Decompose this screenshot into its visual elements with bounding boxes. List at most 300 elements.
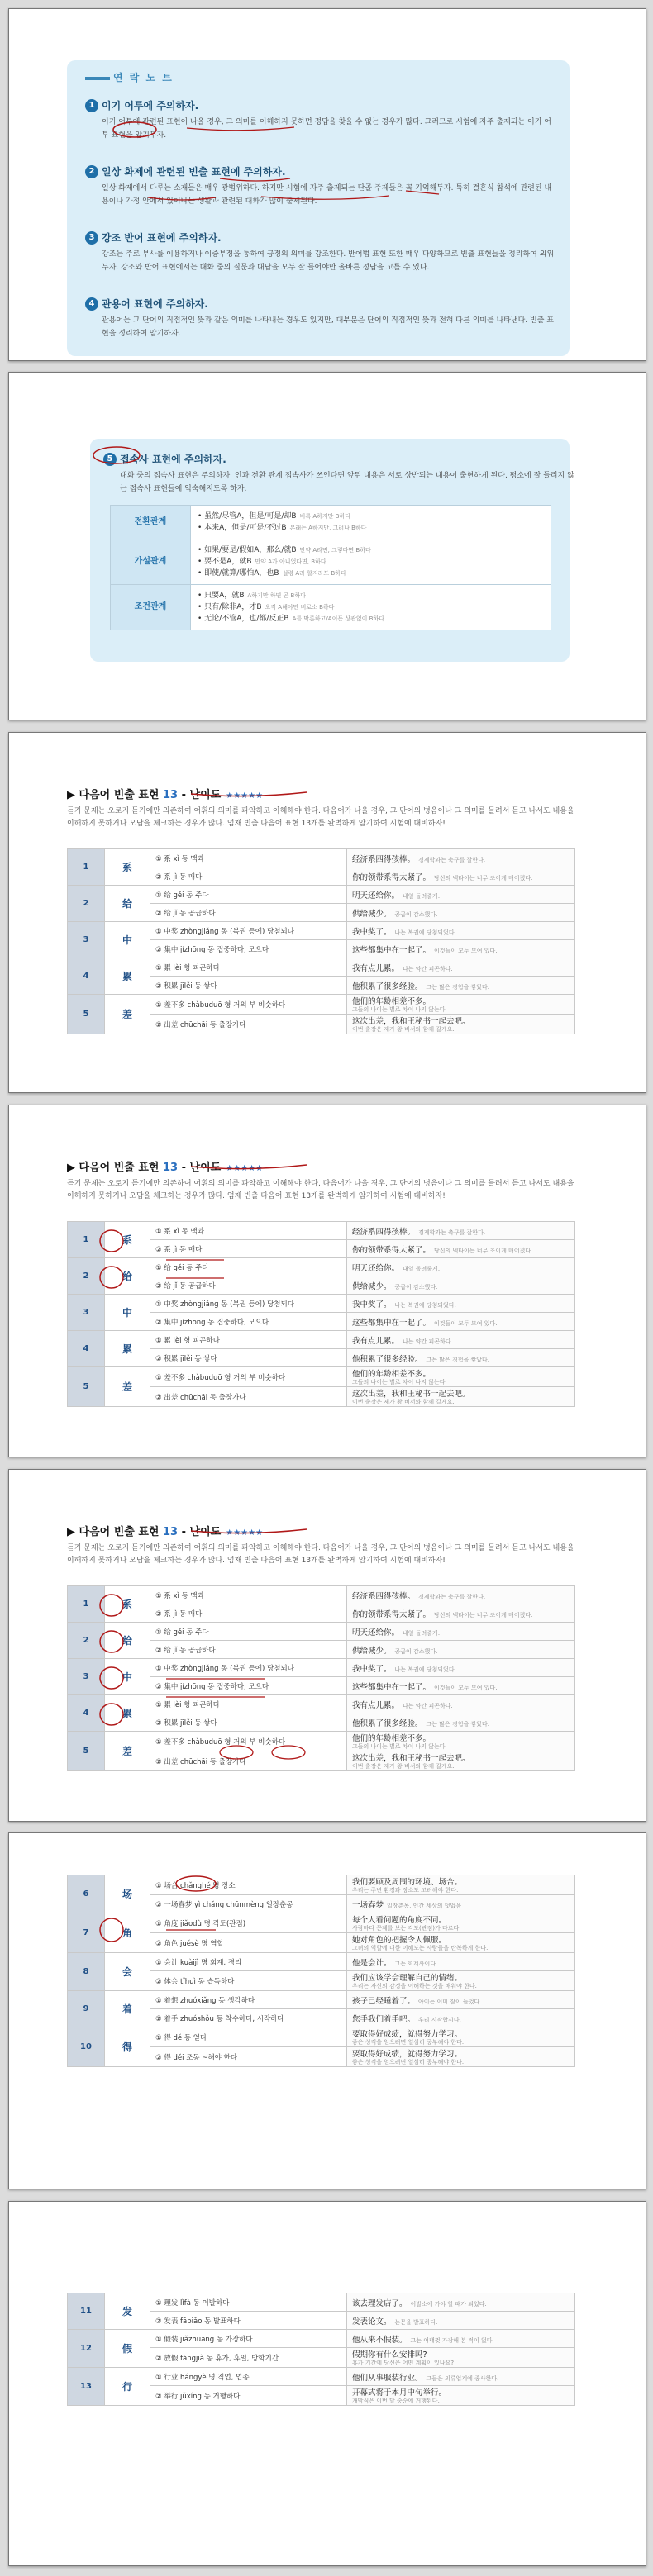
example-korean: 우리 시작합시다. <box>418 2016 461 2023</box>
table-row <box>68 2330 575 2348</box>
section-count: 13 <box>163 1526 179 1538</box>
word-entry: ② 出差 chūchāi 동 출장가다 <box>150 1015 347 1034</box>
example-korean: 내일 돌려줄게. <box>403 892 441 900</box>
row-number: 3 <box>68 1295 105 1331</box>
example-cell <box>347 995 575 1015</box>
gloss-text: 비록 A하지만 B하다 <box>299 513 350 520</box>
example-korean: 아이는 이미 잠이 들었다. <box>418 1998 482 2005</box>
example-korean: 그는 많은 경험을 쌓았다. <box>426 1720 490 1728</box>
example-cell <box>347 1659 575 1677</box>
page-1 <box>8 8 646 361</box>
word-entry: ② 得 děi 조동 ~해야 한다 <box>150 2047 347 2067</box>
example-chinese: 这次出差，我和王秘书一起去吧。 <box>352 1017 470 1026</box>
text: ▶ 다음어 빈출 표현 <box>67 1162 160 1174</box>
example-cell <box>347 1623 575 1641</box>
gloss-text: 본래는 A하지만, 그러나 B하다 <box>289 525 367 531</box>
word-entry: ① 系 xì 동 맥과 <box>150 1586 347 1604</box>
example-korean: 일장춘몽, 인간 세상의 덧없음 <box>387 1902 462 1909</box>
example-chinese: 明天还给你。 <box>352 891 400 901</box>
row-number: 5 <box>68 995 105 1034</box>
headword-char: 给 <box>105 1258 150 1295</box>
section-intro: 듣기 문제는 오로지 듣기에만 의존하여 어휘의 의미를 파악하고 이해해야 한다. 다음어가 나올 경우, 그 단어의 병음이나 그 의미를 들려서 듣고 나서도 내용을 이해하지 못하거나 오답을 체크하는 경우가 많다. 엄재 빈출 다음어 표현 13개를 완벽하게 암기하여 시험에 대비하자! <box>67 807 574 828</box>
example-cell <box>347 1713 575 1732</box>
row-number: 4 <box>85 297 98 311</box>
example-korean: 경제학과는 축구를 잘한다. <box>418 856 486 863</box>
memo-item-body: 관용어는 그 단어의 직접적인 뜻과 같은 의미를 나타내는 경우도 있지만, 대부분은 단어의 직접적인 뜻과 전혀 다른 의미를 나타낸다. 빈출 표현을 정리하여 암기하자. <box>102 316 554 338</box>
difficulty-stars: ★★★★★ <box>226 1528 264 1538</box>
example-korean: 공급이 감소했다. <box>394 910 438 918</box>
word-entry: ② 给 jǐ 동 공급하다 <box>150 1276 347 1295</box>
word-entry: ① 给 gěi 동 주다 <box>150 886 347 904</box>
word-entry: ① 场合 chǎnghé 명 장소 <box>150 1875 347 1895</box>
row-number: 1 <box>68 849 105 886</box>
page-3 <box>8 732 646 1093</box>
memo-item-title: 관용어 표현에 주의하자. <box>102 298 208 310</box>
word-entry: ② 集中 jízhōng 동 집중하다, 모으다 <box>150 1677 347 1695</box>
example-korean: 나는 복권에 당첨되었다. <box>394 929 456 936</box>
word-entry: ② 着手 zhuóshǒu 동 착수하다, 시작하다 <box>150 2009 347 2027</box>
headword-char: 累 <box>105 1331 150 1367</box>
table-row <box>68 958 575 977</box>
section-intro: 듣기 문제는 오로지 듣기에만 의존하여 어휘의 의미를 파악하고 이해해야 한다. 다음어가 나올 경우, 그 단어의 병음이나 그 의미를 들려서 듣고 나서도 내용을 이해하지 못하거나 오답을 체크하는 경우가 많다. 엄재 빈출 다음어 표현 13개를 완벽하게 암기하여 시험에 대비하자! <box>67 1544 574 1565</box>
word-entry: ① 中奖 zhòngjiǎng 동 (복권 등에) 당첨되다 <box>150 1295 347 1313</box>
word-entry: ① 系 xì 동 맥과 <box>150 1222 347 1240</box>
headword-char: 中 <box>105 1295 150 1331</box>
example-korean: 좋은 성적을 얻으려면 열심히 공부해야 한다. <box>352 2039 465 2046</box>
text: - 난이도 <box>181 789 222 801</box>
word-entry: ② 给 jǐ 동 공급하다 <box>150 1641 347 1659</box>
text: • 只有/除非A，才B <box>198 603 262 611</box>
example-chinese: 他是会计。 <box>352 1958 392 1968</box>
word-entry: ① 系 xì 동 맥과 <box>150 849 347 867</box>
row-number: 5 <box>68 1367 105 1407</box>
table-row <box>68 2293 575 2312</box>
word-entry: ② 出差 chūchāi 동 출장가다 <box>150 1751 347 1771</box>
row-number: 2 <box>68 886 105 922</box>
example-korean: 내일 돌려줄게. <box>403 1265 441 1272</box>
section-count: 13 <box>163 1162 179 1174</box>
word-entry: ② 出差 chūchāi 동 출장가다 <box>150 1387 347 1407</box>
headword-char: 差 <box>105 1367 150 1407</box>
word-table <box>67 2293 575 2406</box>
example-chinese: 这次出差，我和王秘书一起去吧。 <box>352 1754 470 1763</box>
word-entry: ② 积累 jīlěi 동 쌓다 <box>150 1349 347 1367</box>
page-4 <box>8 1105 646 1457</box>
example-korean: 나는 약간 피곤하다. <box>403 1702 453 1709</box>
gloss-text: A를 막론하고/A이든 상관없이 B하다 <box>292 615 384 622</box>
example-chinese: 这次出差，我和王秘书一起去吧。 <box>352 1390 470 1399</box>
headword-char: 发 <box>105 2293 150 2330</box>
text: • 虽然/尽管A，但是/可是/却B <box>198 512 297 520</box>
text: ▶ 다음어 빈출 표현 <box>67 789 160 801</box>
difficulty-stars: ★★★★★ <box>226 1164 264 1173</box>
example-cell <box>347 2293 575 2312</box>
word-entry: ② 发表 fābiǎo 동 발표하다 <box>150 2312 347 2330</box>
example-korean: 그들의 나이는 별로 차이 나지 않는다. <box>352 1743 447 1750</box>
example-chinese: 我们要顾及周围的环境、场合。 <box>352 1878 463 1887</box>
table-row <box>68 1258 575 1276</box>
word-entry: ① 累 lèi 형 피곤하다 <box>150 1695 347 1713</box>
memo-title <box>85 70 174 84</box>
headword-char: 行 <box>105 2368 150 2406</box>
table-row <box>68 1295 575 1313</box>
conjunction-table <box>110 505 551 630</box>
text: ▶ 다음어 빈출 표현 <box>67 1526 160 1538</box>
word-entry: ① 差不多 chàbuduō 형 거의 부 비슷하다 <box>150 995 347 1015</box>
headword-char: 得 <box>105 2027 150 2067</box>
example-cell <box>347 1276 575 1295</box>
example-cell <box>347 2047 575 2067</box>
example-cell <box>347 1367 575 1387</box>
row-number: 1 <box>85 99 98 112</box>
table-row <box>68 1586 575 1604</box>
word-entry: ② 一场春梦 yì chǎng chūnmèng 일장춘몽 <box>150 1895 347 1913</box>
example-korean: 당신의 넥타이는 너무 조이게 매어졌다. <box>434 874 533 882</box>
example-cell <box>347 1991 575 2009</box>
headword-char: 中 <box>105 1659 150 1695</box>
word-entry: ① 角度 jiǎodù 명 각도(관점) <box>150 1913 347 1933</box>
example-chinese: 要取得好成绩，就得努力学习。 <box>352 2030 463 2039</box>
example-chinese: 您手我们着手吧。 <box>352 2014 416 2024</box>
example-cell <box>347 867 575 886</box>
headword-char: 假 <box>105 2330 150 2368</box>
example-cell <box>347 2330 575 2348</box>
section-intro: 듣기 문제는 오로지 듣기에만 의존하여 어휘의 의미를 파악하고 이해해야 한다. 다음어가 나올 경우, 그 단어의 병음이나 그 의미를 들려서 듣고 나서도 내용을 이해하지 못하거나 오답을 체크하는 경우가 많다. 엄재 빈출 다음어 표현 13개를 완벽하게 암기하여 시험에 대비하자! <box>67 1180 574 1200</box>
word-entry: ① 累 lèi 형 피곤하다 <box>150 958 347 977</box>
row-number: 13 <box>68 2368 105 2406</box>
example-chinese: 他们的年龄相差不多。 <box>352 1370 431 1379</box>
word-entry: ① 差不多 chàbuduō 형 거의 부 비슷하다 <box>150 1367 347 1387</box>
example-chinese: 他积累了很多经验。 <box>352 981 423 991</box>
example-korean: 그들의 나이는 별로 차이 나지 않는다. <box>352 1006 447 1013</box>
table-row <box>68 1659 575 1677</box>
difficulty-stars: ★★★★★ <box>226 791 264 801</box>
row-number: 2 <box>85 165 98 178</box>
example-korean: 우리는 자신의 감정을 이해하는 것을 배워야 한다. <box>352 1983 477 1989</box>
example-chinese: 你的领带系得太紧了。 <box>352 872 431 882</box>
example-korean: 그는 많은 경험을 쌓았다. <box>426 983 490 991</box>
row-number: 4 <box>68 1331 105 1367</box>
example-cell <box>347 1222 575 1240</box>
example-cell <box>347 1751 575 1771</box>
example-cell <box>347 1349 575 1367</box>
word-entry: ① 着想 zhuóxiǎng 동 생각하다 <box>150 1991 347 2009</box>
word-entry: ① 给 gěi 동 주다 <box>150 1258 347 1276</box>
example-korean: 휴가 기간에 당신은 어떤 계획이 있나요? <box>352 2360 455 2366</box>
word-entry: ② 放假 fàngjià 동 휴가, 휴일, 방학기간 <box>150 2348 347 2368</box>
example-korean: 나는 약간 피곤하다. <box>403 965 453 972</box>
table-row <box>68 1913 575 1933</box>
row-number: 4 <box>68 958 105 995</box>
row-number: 7 <box>68 1913 105 1953</box>
gloss-text: A하기만 하면 곧 B하다 <box>247 592 306 599</box>
text: 연 락 노 트 <box>113 72 174 83</box>
headword-char: 中 <box>105 922 150 958</box>
example-chinese: 经济系四得孩棒。 <box>352 1591 416 1601</box>
example-cell <box>347 1387 575 1407</box>
row-number: 4 <box>68 1695 105 1732</box>
word-entry: ② 系 jì 동 매다 <box>150 1604 347 1623</box>
word-entry: ② 系 jì 동 매다 <box>150 1240 347 1258</box>
example-korean: 사람마다 문제를 보는 각도(관점)가 다르다. <box>352 1925 461 1932</box>
example-chinese: 我们应该学会理解自己的情绪。 <box>352 1974 463 1983</box>
text: - 난이도 <box>181 1526 222 1538</box>
table-row <box>68 1875 575 1895</box>
row-content <box>191 539 551 585</box>
example-cell <box>347 1913 575 1933</box>
example-chinese: 假期你有什么安排吗? <box>352 2350 427 2360</box>
table-row <box>68 1695 575 1713</box>
table-row <box>68 1991 575 2009</box>
word-table <box>67 1585 575 1771</box>
example-cell <box>347 2009 575 2027</box>
word-entry: ① 中奖 zhòngjiǎng 동 (복권 등에) 당첨되다 <box>150 1659 347 1677</box>
section-title <box>67 1158 263 1174</box>
row-number: 10 <box>68 2027 105 2067</box>
memo-item-5 <box>103 450 574 496</box>
example-chinese: 他们的年龄相差不多。 <box>352 997 431 1006</box>
example-korean: 우리는 주변 환경과 장소도 고려해야 한다. <box>352 1887 459 1894</box>
word-entry: ① 得 dé 동 얻다 <box>150 2027 347 2047</box>
text: • 如果/要是/假如A，那么/就B <box>198 546 297 554</box>
example-korean: 이것들이 모두 모여 있다. <box>434 947 498 954</box>
example-korean: 나는 복권에 당첨되었다. <box>394 1301 456 1309</box>
conjunction-panel <box>90 439 574 662</box>
headword-char: 系 <box>105 1586 150 1623</box>
row-number: 3 <box>68 922 105 958</box>
example-chinese: 开幕式将于本月中旬举行。 <box>352 2388 447 2398</box>
example-korean: 경제학과는 축구를 잘한다. <box>418 1229 486 1236</box>
example-cell <box>347 1641 575 1659</box>
example-chinese: 你的领带系得太紧了。 <box>352 1245 431 1255</box>
example-cell <box>347 904 575 922</box>
example-chinese: 供给减少。 <box>352 1646 392 1656</box>
example-chinese: 他积累了很多经验。 <box>352 1354 423 1364</box>
table-row <box>68 2368 575 2386</box>
table-row <box>68 1623 575 1641</box>
text: • 只要A，就B <box>198 592 245 600</box>
example-korean: 이번 출장은 제가 왕 비서와 함께 갈게요. <box>352 1026 455 1033</box>
headword-char: 系 <box>105 1222 150 1258</box>
row-content <box>191 585 551 630</box>
page-6 <box>8 1832 646 2189</box>
word-entry: ① 会计 kuàijì 명 회계, 경리 <box>150 1953 347 1971</box>
example-chinese: 经济系四得孩棒。 <box>352 1227 416 1237</box>
example-chinese: 她对角色的把握令人佩服。 <box>352 1936 447 1945</box>
text: • 本来A，但是/可是/不过B <box>198 524 287 532</box>
example-cell <box>347 2348 575 2368</box>
gloss-text: 설령 A라 할지라도 B하다 <box>282 570 346 577</box>
example-cell <box>347 1953 575 1971</box>
example-chinese: 我中奖了。 <box>352 1664 392 1674</box>
page-7 <box>8 2201 646 2566</box>
example-cell <box>347 958 575 977</box>
example-korean: 개막식은 이번 달 중순에 거행된다. <box>352 2398 440 2404</box>
row-content <box>191 506 551 539</box>
headword-char: 给 <box>105 886 150 922</box>
word-entry: ② 集中 jízhōng 동 집중하다, 모으다 <box>150 940 347 958</box>
example-korean: 내일 돌려줄게. <box>403 1629 441 1637</box>
example-chinese: 我有点儿累。 <box>352 1700 400 1710</box>
headword-char: 给 <box>105 1623 150 1659</box>
row-head: 가설관계 <box>111 539 191 585</box>
word-entry: ② 系 jì 동 매다 <box>150 867 347 886</box>
word-entry: ① 行业 hángyè 명 직업, 업종 <box>150 2368 347 2386</box>
example-korean: 공급이 감소했다. <box>394 1283 438 1290</box>
example-cell <box>347 2027 575 2047</box>
example-chinese: 供给减少。 <box>352 1281 392 1291</box>
example-cell <box>347 922 575 940</box>
example-cell <box>347 1933 575 1953</box>
example-korean: 그들의 나이는 별로 차이 나지 않는다. <box>352 1379 447 1385</box>
headword-char: 角 <box>105 1913 150 1953</box>
memo-item-title: 접속사 표현에 주의하자. <box>120 454 226 465</box>
example-korean: 당신의 넥타이는 너무 조이게 매어졌다. <box>434 1611 533 1618</box>
memo-item-body: 이기 어투에 관련된 표현이 나올 경우, 그 의미를 이해하지 못하면 정답을 찾을 수 없는 경우가 많다. 그러므로 시험에 자주 출제되는 이기 어투 표현을 암기두자. <box>102 118 551 140</box>
text: • 无论/不管A，也/都/反正B <box>198 615 289 623</box>
text: • 要不是A，就B <box>198 558 252 566</box>
table-row <box>68 1953 575 1971</box>
row-number: 2 <box>68 1258 105 1295</box>
row-number: 2 <box>68 1623 105 1659</box>
row-head: 조건관계 <box>111 585 191 630</box>
example-chinese: 经济系四得孩棒。 <box>352 854 416 864</box>
example-cell <box>347 1586 575 1604</box>
row-number: 5 <box>103 453 117 466</box>
example-cell <box>347 1313 575 1331</box>
example-cell <box>347 1331 575 1349</box>
word-entry: ② 集中 jízhōng 동 집중하다, 모으다 <box>150 1313 347 1331</box>
table-row <box>68 2027 575 2047</box>
table-row <box>68 995 575 1015</box>
headword-char: 系 <box>105 849 150 886</box>
row-number: 6 <box>68 1875 105 1913</box>
table-row <box>111 506 551 539</box>
example-chinese: 明天还给你。 <box>352 1628 400 1637</box>
example-korean: 좋은 성적을 얻으려면 열심히 공부해야 한다. <box>352 2059 465 2065</box>
example-korean: 이번 출장은 제가 왕 비서와 함께 갈게요. <box>352 1399 455 1405</box>
memo-item-body: 강조는 주로 부사를 이용하거나 이중부정을 통하여 긍정의 의미를 강조한다. 반어법 표현 또한 매우 다양하므로 빈출 표현들을 정리하여 외워두자. 강조와 반어 표현에서는 대화 중의 질문과 대답을 모두 잘 들어야만 올바른 정답을 고를 수 있다. <box>102 250 555 272</box>
example-chinese: 我中奖了。 <box>352 927 392 937</box>
table-row <box>68 1367 575 1387</box>
headword-char: 场 <box>105 1875 150 1913</box>
word-entry: ② 积累 jīlěi 동 쌓다 <box>150 977 347 995</box>
example-chinese: 他们的年龄相差不多。 <box>352 1734 431 1743</box>
headword-char: 着 <box>105 1991 150 2027</box>
table-row <box>68 886 575 904</box>
example-korean: 그는 많은 경험을 쌓았다. <box>426 1356 490 1363</box>
example-cell <box>347 1240 575 1258</box>
table-row <box>68 1732 575 1751</box>
example-chinese: 每个人看问题的角度不同。 <box>352 1916 447 1925</box>
example-korean: 그녀의 역할에 대한 이해도는 사람들을 탄복하게 한다. <box>352 1945 489 1951</box>
word-entry: ① 给 gěi 동 주다 <box>150 1623 347 1641</box>
table-row <box>68 1331 575 1349</box>
example-korean: 공급이 감소했다. <box>394 1647 438 1655</box>
memo-item-2 <box>85 163 556 208</box>
row-number: 1 <box>68 1222 105 1258</box>
example-chinese: 明天还给你。 <box>352 1263 400 1273</box>
memo-item-title: 강조 반어 표현에 주의하자. <box>102 232 222 244</box>
example-korean: 이것들이 모두 모여 있다. <box>434 1684 498 1691</box>
example-cell <box>347 1875 575 1895</box>
section-title <box>67 786 263 801</box>
headword-char: 会 <box>105 1953 150 1991</box>
row-number: 11 <box>68 2293 105 2330</box>
memo-panel <box>67 60 570 356</box>
example-chinese: 要取得好成绩，就得努力学习。 <box>352 2050 463 2059</box>
example-korean: 나는 약간 피곤하다. <box>403 1338 453 1345</box>
example-cell <box>347 1677 575 1695</box>
row-number: 3 <box>85 231 98 245</box>
example-chinese: 我有点儿累。 <box>352 1336 400 1346</box>
example-chinese: 他从来不假装。 <box>352 2335 408 2345</box>
example-cell <box>347 1604 575 1623</box>
example-chinese: 他积累了很多经验。 <box>352 1718 423 1728</box>
text: - 난이도 <box>181 1162 222 1174</box>
row-number: 12 <box>68 2330 105 2368</box>
example-korean: 경제학과는 축구를 잘한다. <box>418 1593 486 1600</box>
example-cell <box>347 1732 575 1751</box>
example-cell <box>347 886 575 904</box>
example-korean: 그는 여태껏 가장해 본 적이 없다. <box>410 2336 494 2344</box>
page-5 <box>8 1469 646 1822</box>
example-chinese: 供给减少。 <box>352 909 392 919</box>
gloss-text: 만약 A라면, 그렇다면 B하다 <box>299 547 371 554</box>
word-entry: ② 给 jǐ 동 공급하다 <box>150 904 347 922</box>
example-cell <box>347 1895 575 1913</box>
word-entry: ① 假装 jiǎzhuāng 동 가장하다 <box>150 2330 347 2348</box>
example-cell <box>347 1295 575 1313</box>
word-entry: ② 角色 juésè 명 역할 <box>150 1933 347 1953</box>
section-title <box>67 1523 263 1538</box>
example-cell <box>347 1258 575 1276</box>
word-table <box>67 1875 575 2067</box>
example-cell <box>347 2386 575 2406</box>
memo-item-title: 일상 화제에 관련된 빈출 표현에 주의하자. <box>102 166 286 178</box>
example-korean: 나는 복권에 당첨되었다. <box>394 1666 456 1673</box>
word-entry: ① 理发 lǐfà 동 이발하다 <box>150 2293 347 2312</box>
word-entry: ① 中奖 zhòngjiǎng 동 (복권 등에) 당첨되다 <box>150 922 347 940</box>
table-row <box>68 922 575 940</box>
headword-char: 差 <box>105 995 150 1034</box>
row-head: 전환관계 <box>111 506 191 539</box>
word-table <box>67 848 575 1034</box>
row-number: 8 <box>68 1953 105 1991</box>
word-entry: ① 差不多 chàbuduō 형 거의 부 비슷하다 <box>150 1732 347 1751</box>
headword-char: 累 <box>105 1695 150 1732</box>
example-chinese: 发表论文。 <box>352 2317 392 2326</box>
example-chinese: 你的领带系得太紧了。 <box>352 1609 431 1619</box>
example-chinese: 他们从事服装行业。 <box>352 2373 423 2383</box>
example-korean: 이것들이 모두 모여 있다. <box>434 1319 498 1327</box>
word-entry: ② 举行 jǔxíng 동 거행하다 <box>150 2386 347 2406</box>
example-cell <box>347 940 575 958</box>
example-chinese: 该去理发店了。 <box>352 2298 408 2308</box>
example-chinese: 一场春梦 <box>352 1900 384 1910</box>
section-count: 13 <box>163 789 179 801</box>
example-korean: 논문을 발표하다. <box>394 2318 438 2326</box>
headword-char: 累 <box>105 958 150 995</box>
example-chinese: 孩子已经睡着了。 <box>352 1996 416 2006</box>
word-entry: ② 体会 tǐhuì 동 습득하다 <box>150 1971 347 1991</box>
example-cell <box>347 2312 575 2330</box>
memo-item-1 <box>85 97 556 142</box>
memo-item-4 <box>85 295 556 340</box>
example-korean: 이번 출장은 제가 왕 비서와 함께 갈게요. <box>352 1763 455 1770</box>
example-chinese: 这些都集中在一起了。 <box>352 945 431 955</box>
headword-char: 差 <box>105 1732 150 1771</box>
